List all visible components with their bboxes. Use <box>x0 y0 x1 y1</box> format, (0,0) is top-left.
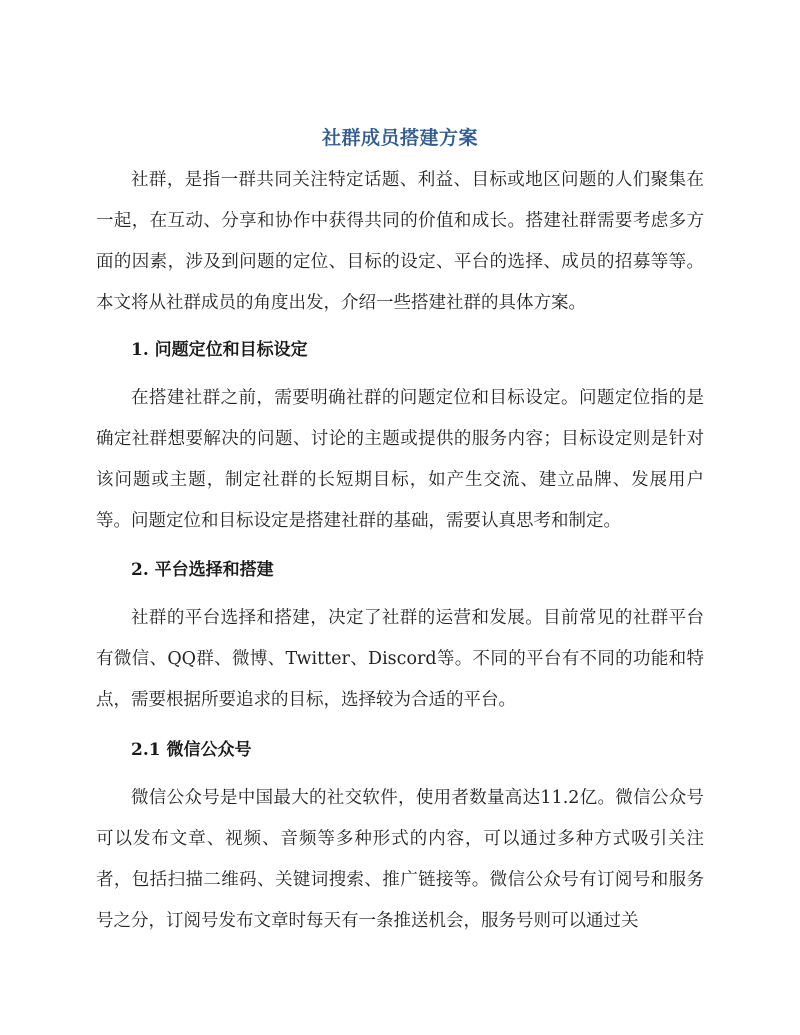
intro-paragraph: 社群，是指一群共同关注特定话题、利益、目标或地区问题的人们聚集在一起，在互动、分享和协作中获得共同的价值和成长。搭建社群需要考虑多方面的因素，涉及到问题的定位、目标的设定、平台的选择、成员的招募等等。本文将从社群成员的角度出发，介绍一些搭建社群的具体方案。 <box>96 170 704 313</box>
section-paragraph-1: 在搭建社群之前，需要明确社群的问题定位和目标设定。问题定位指的是确定社群想要解决的问题、讨论的主题或提供的服务内容；目标设定则是针对该问题或主题，制定社群的长短期目标，如产生交流、建立品牌、发展用户等。问题定位和目标设定是搭建社群的基础，需要认真思考和制定。 <box>96 388 704 531</box>
document-title: 社群成员搭建方案 <box>321 127 478 149</box>
section-heading-2-1: 2.1 微信公众号 <box>131 740 252 760</box>
section-heading-1: 1. 问题定位和目标设定 <box>131 340 308 360</box>
section-heading-2: 2. 平台选择和搭建 <box>131 560 274 580</box>
section-paragraph-2: 社群的平台选择和搭建，决定了社群的运营和发展。目前常见的社群平台有微信、QQ群、微博、Twitter、Discord等。不同的平台有不同的功能和特点，需要根据所要追求的目标，选择较为合适的平台。 <box>96 608 704 710</box>
section-paragraph-2-1: 微信公众号是中国最大的社交软件，使用者数量高达11.2亿。微信公众号可以发布文章、视频、音频等多种形式的内容，可以通过多种方式吸引关注者，包括扫描二维码、关键词搜索、推广链接等。微信公众号有订阅号和服务号之分，订阅号发布文章时每天有一条推送机会，服务号则可以通过关 <box>96 788 704 931</box>
